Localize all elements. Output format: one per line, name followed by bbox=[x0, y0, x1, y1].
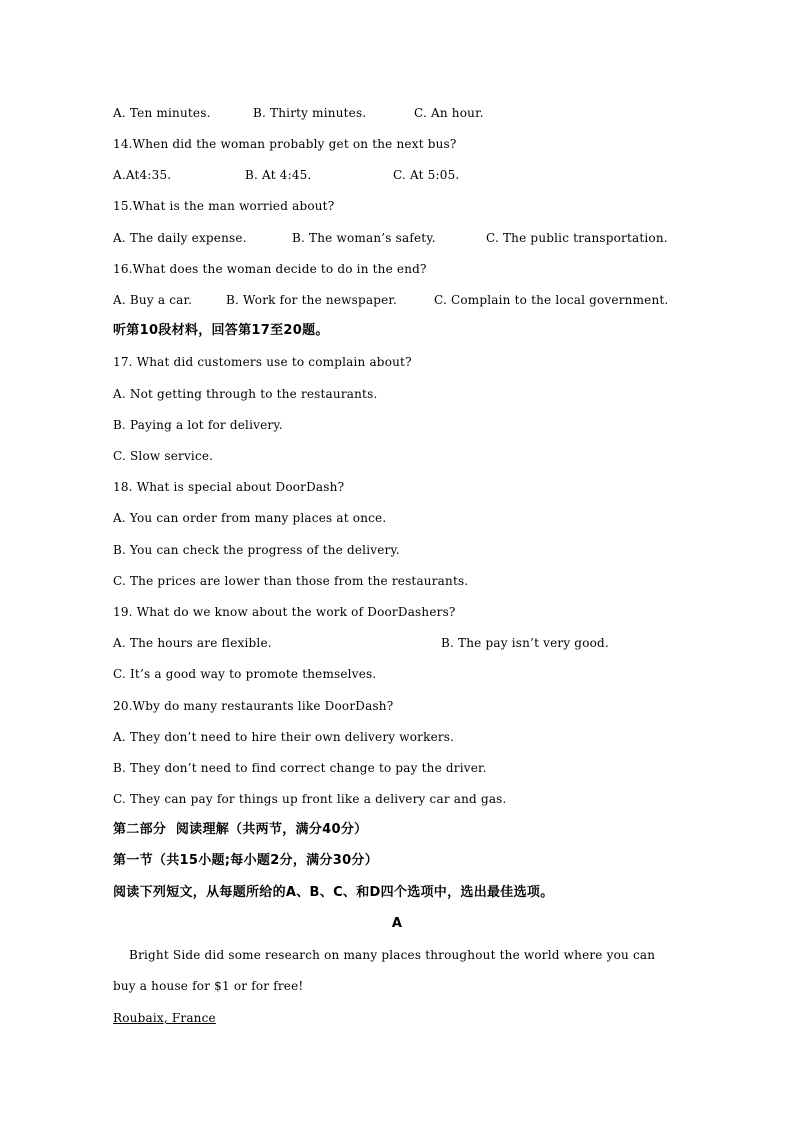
q18-option-c: C. The prices are lower than those from the restaurants. bbox=[113, 574, 469, 588]
reading-instructions: 阅读下列短文，从每题所给的A、B、C、和D四个选项中，选出最佳选项。 bbox=[113, 885, 554, 900]
q16-options bbox=[0, 292, 794, 308]
passage-line-1: Bright Side did some research on many places throughout the world where you can bbox=[113, 948, 656, 962]
q16-option-a: A. Buy a car. bbox=[113, 293, 193, 307]
q17-option-c: C. Slow service. bbox=[113, 449, 214, 463]
q17-question: 17. What did customers use to complain about? bbox=[113, 355, 412, 369]
passage-letter: A bbox=[391, 916, 403, 931]
q19-option-b: B. The pay isn’t very good. bbox=[441, 636, 609, 650]
q15-option-c: C. The public transportation. bbox=[486, 231, 668, 245]
q20-option-a: A. They don’t need to hire their own delivery workers. bbox=[113, 730, 455, 744]
q20-option-b: B. They don’t need to find correct change to pay the driver. bbox=[113, 761, 487, 775]
subheading-roubaix: Roubaix, France bbox=[113, 1011, 216, 1025]
q14-options bbox=[0, 167, 794, 183]
passage-line-2: buy a house for $1 or for free! bbox=[113, 979, 304, 993]
section1-heading: 第一节（共15小题;每小题2分，满分30分） bbox=[113, 853, 379, 868]
q14-question: 14.When did the woman probably get on the next bus? bbox=[113, 137, 457, 151]
section10-heading: 听第10段材料，回答第17至20题。 bbox=[113, 323, 329, 338]
q18-option-a: A. You can order from many places at once. bbox=[113, 511, 387, 525]
q14-option-b: B. At 4:45. bbox=[245, 168, 312, 182]
q16-question: 16.What does the woman decide to do in the end? bbox=[113, 262, 427, 276]
q19-option-c: C. It’s a good way to promote themselves. bbox=[113, 667, 377, 681]
q13-option-b: B. Thirty minutes. bbox=[253, 106, 367, 120]
q18-option-b: B. You can check the progress of the delivery. bbox=[113, 543, 400, 557]
q16-option-c: C. Complain to the local government. bbox=[434, 293, 669, 307]
q15-option-b: B. The woman’s safety. bbox=[292, 231, 436, 245]
q19-option-a: A. The hours are flexible. bbox=[113, 636, 272, 650]
part2-heading: 第二部分 阅读理解（共两节，满分40分） bbox=[113, 822, 368, 837]
q17-option-a: A. Not getting through to the restaurants. bbox=[113, 387, 378, 401]
q18-question: 18. What is special about DoorDash? bbox=[113, 480, 345, 494]
q14-option-c: C. At 5:05. bbox=[393, 168, 460, 182]
q19-options-row bbox=[0, 635, 794, 651]
q13-option-c: C. An hour. bbox=[414, 106, 484, 120]
q17-option-b: B. Paying a lot for delivery. bbox=[113, 418, 283, 432]
q20-question: 20.Wby do many restaurants like DoorDash? bbox=[113, 699, 394, 713]
q13-option-a: A. Ten minutes. bbox=[113, 106, 211, 120]
q15-options bbox=[0, 230, 794, 246]
q13-options bbox=[0, 105, 794, 121]
q19-question: 19. What do we know about the work of DoorDashers? bbox=[113, 605, 456, 619]
q14-option-a: A.At4:35. bbox=[113, 168, 172, 182]
q20-option-c: C. They can pay for things up front like a delivery car and gas. bbox=[113, 792, 507, 806]
q15-option-a: A. The daily expense. bbox=[113, 231, 247, 245]
q16-option-b: B. Work for the newspaper. bbox=[226, 293, 398, 307]
q15-question: 15.What is the man worried about? bbox=[113, 199, 335, 213]
